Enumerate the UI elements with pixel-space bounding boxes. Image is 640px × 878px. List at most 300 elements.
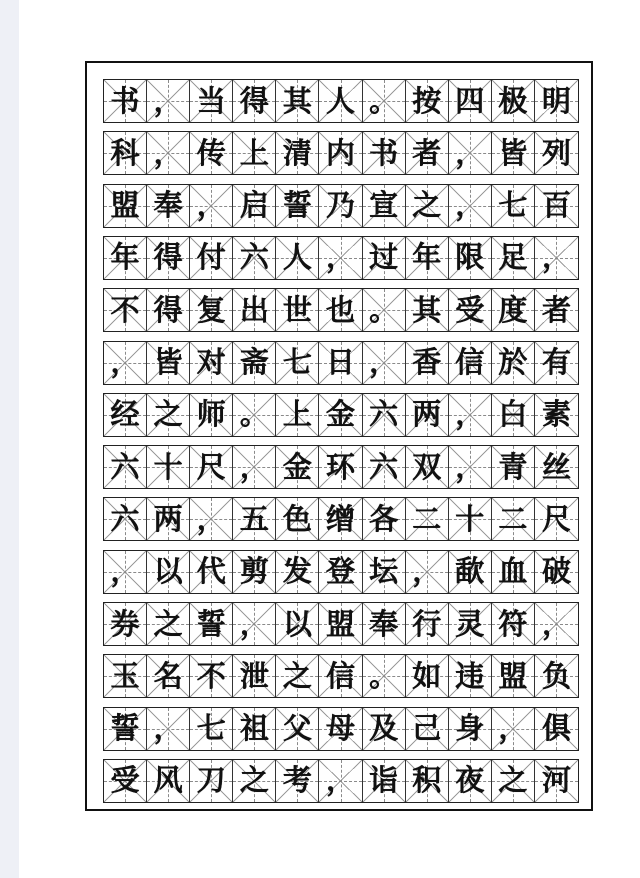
cell-character: 六 [369, 397, 399, 432]
grid-cell [190, 80, 233, 122]
grid-cell [319, 394, 362, 436]
grid-cell [147, 80, 190, 122]
cell-character: 对 [196, 345, 226, 379]
grid-row [103, 654, 579, 698]
grid-cell [233, 760, 276, 802]
grid-cell [319, 708, 362, 750]
cell-character: 河 [541, 763, 571, 798]
cell-character: 风 [153, 763, 183, 798]
cell-character: 其 [412, 292, 442, 327]
grid-cell [492, 760, 535, 802]
cell-character: 度 [498, 292, 528, 327]
grid-cell [406, 603, 449, 645]
grid-cell [449, 289, 492, 331]
grid-cell [190, 394, 233, 436]
grid-cell [535, 603, 578, 645]
grid-cell [276, 498, 319, 540]
cell-character: ， [455, 135, 485, 170]
grid-cell [104, 132, 147, 174]
grid-cell [535, 342, 578, 384]
grid-cell [190, 708, 233, 750]
cell-character: 剪 [239, 554, 269, 589]
grid-cell [492, 446, 535, 488]
grid-cell [492, 603, 535, 645]
cell-character: 乃 [326, 188, 356, 223]
cell-character: 券 [110, 606, 140, 641]
cell-character: ， [541, 606, 571, 641]
grid-cell [535, 394, 578, 436]
grid-cell [147, 237, 190, 279]
cell-character: 己 [412, 711, 442, 746]
cell-character: 父 [282, 711, 312, 746]
grid-cell [190, 603, 233, 645]
cell-character: 。 [239, 397, 269, 432]
grid-cell [190, 655, 233, 697]
cell-character: 二 [412, 501, 442, 536]
cell-character: 母 [326, 711, 356, 746]
grid-row [103, 79, 579, 123]
grid-cell [147, 603, 190, 645]
grid-cell [147, 132, 190, 174]
cell-character: 各 [369, 501, 399, 536]
cell-character: 盟 [110, 188, 140, 223]
grid-row [103, 131, 579, 175]
grid-cell [147, 185, 190, 227]
grid-cell [104, 603, 147, 645]
grid-cell [363, 655, 406, 697]
grid-cell [233, 342, 276, 384]
cell-character: 清 [282, 135, 312, 170]
grid-cell [406, 80, 449, 122]
cell-character: 缯 [326, 501, 356, 536]
cell-character: 付 [196, 240, 226, 275]
cell-character: 之 [498, 763, 528, 798]
cell-character: 代 [196, 554, 226, 589]
cell-character: 两 [153, 501, 183, 536]
cell-character: 受 [455, 292, 485, 327]
grid-row [103, 393, 579, 437]
grid-cell [233, 185, 276, 227]
grid-cell [363, 760, 406, 802]
cell-character: 内 [326, 135, 356, 170]
grid-cell [492, 708, 535, 750]
grid-cell [406, 394, 449, 436]
grid-cell [535, 655, 578, 697]
grid-cell [190, 237, 233, 279]
cell-character: ， [455, 188, 485, 223]
cell-character: 上 [239, 135, 269, 170]
grid-cell [147, 498, 190, 540]
grid-cell [449, 80, 492, 122]
grid-cell [104, 655, 147, 697]
grid-cell [449, 603, 492, 645]
grid-cell [319, 342, 362, 384]
cell-character: 二 [498, 501, 528, 536]
cell-character: 经 [110, 397, 140, 432]
cell-character: 考 [282, 763, 312, 798]
grid-cell [319, 80, 362, 122]
cell-character: 以 [282, 606, 312, 641]
cell-character: 丝 [541, 449, 571, 484]
grid-cell [449, 498, 492, 540]
cell-character: 坛 [369, 554, 399, 589]
cell-character: ， [153, 135, 183, 170]
cell-character: 四 [455, 83, 485, 118]
grid-cell [449, 446, 492, 488]
grid-cell [406, 132, 449, 174]
grid-cell [535, 80, 578, 122]
cell-character: 限 [455, 240, 485, 275]
cell-character: 足 [498, 240, 528, 275]
grid-cell [276, 289, 319, 331]
cell-character: 青 [498, 449, 528, 484]
grid-cell [147, 708, 190, 750]
grid-cell [363, 132, 406, 174]
grid-cell [276, 760, 319, 802]
grid-cell [363, 498, 406, 540]
cell-character: 出 [239, 292, 269, 327]
grid-cell [449, 237, 492, 279]
cell-character: ， [239, 449, 269, 484]
grid-cell [233, 394, 276, 436]
cell-character: 传 [196, 135, 226, 170]
cell-character: 年 [110, 240, 140, 275]
grid-cell [233, 498, 276, 540]
cell-character: 以 [153, 554, 183, 589]
cell-character: 启 [239, 188, 269, 223]
calligraphy-practice-sheet [85, 61, 593, 811]
grid-cell [406, 760, 449, 802]
cell-character: 六 [110, 449, 140, 484]
grid-cell [104, 446, 147, 488]
cell-character: 色 [282, 501, 312, 536]
grid-cell [276, 394, 319, 436]
grid-row [103, 341, 579, 385]
cell-character: ， [541, 240, 571, 275]
grid-cell [233, 80, 276, 122]
grid-cell [449, 132, 492, 174]
cell-character: 得 [153, 240, 183, 275]
grid-cell [276, 185, 319, 227]
grid-cell [406, 237, 449, 279]
cell-character: ， [455, 449, 485, 484]
grid-row [103, 550, 579, 594]
cell-character: 名 [153, 658, 183, 693]
grid-cell [319, 185, 362, 227]
grid-cell [233, 289, 276, 331]
grid-cell [363, 603, 406, 645]
grid-cell [276, 80, 319, 122]
cell-character: 极 [498, 83, 528, 118]
cell-character: 上 [282, 397, 312, 432]
cell-character: 俱 [541, 711, 571, 746]
cell-character: 及 [369, 711, 399, 746]
cell-character: 明 [541, 83, 571, 118]
cell-character: ， [326, 240, 356, 275]
cell-character: 之 [153, 397, 183, 432]
cell-character: ， [110, 345, 140, 379]
cell-character: 歃 [455, 554, 485, 589]
cell-character: 盟 [498, 658, 528, 693]
cell-character: ， [412, 554, 442, 589]
grid-cell [104, 185, 147, 227]
cell-character: 不 [110, 292, 140, 327]
cell-character: ， [196, 188, 226, 223]
grid-cell [147, 760, 190, 802]
grid-cell [535, 289, 578, 331]
cell-character: 六 [110, 501, 140, 536]
cell-character: 白 [498, 397, 528, 432]
cell-character: 负 [541, 658, 571, 693]
grid-cell [319, 498, 362, 540]
cell-character: 泄 [239, 658, 269, 693]
grid-cell [233, 446, 276, 488]
cell-character: 血 [498, 554, 528, 589]
cell-character: 行 [412, 606, 442, 641]
grid-cell [449, 760, 492, 802]
cell-character: 受 [110, 763, 140, 798]
cell-character: 斋 [239, 345, 269, 379]
grid-cell [276, 132, 319, 174]
cell-character: 夜 [455, 763, 485, 798]
grid-cell [276, 342, 319, 384]
grid-cell [147, 551, 190, 593]
grid-cell [233, 655, 276, 697]
grid-cell [492, 80, 535, 122]
grid-cell [147, 446, 190, 488]
cell-character: 其 [282, 83, 312, 118]
grid-cell [233, 132, 276, 174]
cell-character: 七 [196, 711, 226, 746]
cell-character: 尺 [196, 449, 226, 484]
cell-character: 按 [412, 83, 442, 118]
grid-cell [319, 760, 362, 802]
cell-character: ， [239, 606, 269, 641]
grid-cell [104, 289, 147, 331]
grid-cell [535, 185, 578, 227]
grid-cell [104, 708, 147, 750]
cell-character: 五 [239, 501, 269, 536]
grid-cell [535, 498, 578, 540]
cell-character: 人 [282, 240, 312, 275]
grid-cell [319, 551, 362, 593]
grid-cell [535, 760, 578, 802]
grid-cell [190, 551, 233, 593]
cell-character: 者 [412, 135, 442, 170]
cell-character: 世 [282, 292, 312, 327]
cell-character: 符 [498, 606, 528, 641]
cell-character: 过 [369, 240, 399, 275]
cell-character: ， [153, 83, 183, 118]
grid-cell [104, 551, 147, 593]
cell-character: 七 [498, 188, 528, 223]
grid-cell [190, 132, 233, 174]
grid-cell [319, 289, 362, 331]
grid-cell [190, 342, 233, 384]
cell-character: 七 [282, 345, 312, 379]
grid-cell [276, 708, 319, 750]
cell-character: 之 [282, 658, 312, 693]
cell-character: 金 [282, 449, 312, 484]
grid-cell [363, 394, 406, 436]
grid-row [103, 497, 579, 541]
cell-character: 积 [412, 763, 442, 798]
cell-character: 六 [239, 240, 269, 275]
grid-cell [104, 80, 147, 122]
cell-character: 十 [455, 501, 485, 536]
grid-row [103, 602, 579, 646]
grid-cell [233, 708, 276, 750]
grid-cell [233, 603, 276, 645]
grid-cell [319, 237, 362, 279]
grid-cell [535, 132, 578, 174]
cell-character: 玉 [110, 658, 140, 693]
cell-character: ， [369, 345, 399, 379]
cell-character: 誓 [196, 606, 226, 641]
cell-character: 身 [455, 711, 485, 746]
cell-character: 诣 [369, 763, 399, 798]
grid-cell [535, 237, 578, 279]
grid-cell [363, 446, 406, 488]
cell-character: 科 [110, 135, 140, 170]
cell-character: 刀 [196, 763, 226, 798]
grid-cell [363, 708, 406, 750]
cell-character: 信 [326, 658, 356, 693]
cell-character: 复 [196, 292, 226, 327]
grid-cell [104, 394, 147, 436]
grid-cell [492, 498, 535, 540]
grid-cell [406, 289, 449, 331]
grid-cell [319, 655, 362, 697]
cell-character: 不 [196, 658, 226, 693]
cell-character: 列 [541, 135, 571, 170]
grid-cell [276, 603, 319, 645]
grid-cell [449, 394, 492, 436]
grid-cell [406, 551, 449, 593]
cell-character: 金 [326, 397, 356, 432]
grid-cell [319, 446, 362, 488]
grid-row [103, 236, 579, 280]
grid-cell [449, 655, 492, 697]
cell-character: 师 [196, 397, 226, 432]
grid-cell [363, 185, 406, 227]
cell-character: 奉 [369, 606, 399, 641]
grid-cell [492, 342, 535, 384]
cell-character: 。 [369, 292, 399, 327]
grid-cell [233, 551, 276, 593]
cell-character: ， [196, 501, 226, 536]
cell-character: 如 [412, 658, 442, 693]
grid-cell [104, 342, 147, 384]
grid-cell [319, 603, 362, 645]
grid-cell [147, 394, 190, 436]
cell-character: 尺 [541, 501, 571, 536]
cell-character: 发 [282, 554, 312, 589]
grid-cell [147, 289, 190, 331]
cell-character: 得 [153, 292, 183, 327]
cell-character: 祖 [239, 711, 269, 746]
cell-character: 环 [326, 449, 356, 484]
cell-character: 素 [541, 397, 571, 432]
grid-cell [406, 655, 449, 697]
cell-character: 誓 [282, 188, 312, 223]
grid-cell [363, 237, 406, 279]
cell-character: 皆 [498, 135, 528, 170]
cell-character: 灵 [455, 606, 485, 641]
grid-cell [406, 708, 449, 750]
cell-character: 信 [455, 345, 485, 379]
cell-character: 登 [326, 554, 356, 589]
left-margin-strip [0, 0, 19, 878]
cell-character: 也 [326, 292, 356, 327]
grid-row [103, 184, 579, 228]
grid-cell [363, 551, 406, 593]
cell-character: 有 [541, 345, 571, 379]
grid-cell [535, 551, 578, 593]
grid-cell [190, 185, 233, 227]
grid-cell [363, 289, 406, 331]
grid-row [103, 707, 579, 751]
cell-character: 於 [498, 345, 528, 379]
grid-cell [406, 185, 449, 227]
grid-cell [449, 708, 492, 750]
grid-cell [363, 80, 406, 122]
cell-character: 之 [153, 606, 183, 641]
grid-cell [276, 655, 319, 697]
cell-character: 破 [541, 554, 571, 589]
cell-character: ， [153, 711, 183, 746]
cell-character: 。 [369, 83, 399, 118]
grid-cell [449, 551, 492, 593]
cell-character: 双 [412, 449, 442, 484]
grid-cell [406, 342, 449, 384]
cell-character: 盟 [326, 606, 356, 641]
cell-character: 年 [412, 240, 442, 275]
grid-row [103, 288, 579, 332]
grid-cell [276, 446, 319, 488]
cell-character: ， [498, 711, 528, 746]
cell-character: 之 [239, 763, 269, 798]
cell-character: ， [455, 397, 485, 432]
cell-character: 六 [369, 449, 399, 484]
grid-cell [492, 185, 535, 227]
grid-cell [449, 185, 492, 227]
grid-cell [492, 655, 535, 697]
grid-cell [492, 132, 535, 174]
grid-cell [449, 342, 492, 384]
cell-character: 得 [239, 83, 269, 118]
cell-character: 百 [541, 188, 571, 223]
cell-character: 违 [455, 658, 485, 693]
cell-character: 者 [541, 292, 571, 327]
grid-cell [147, 342, 190, 384]
grid-cell [147, 655, 190, 697]
grid-row [103, 445, 579, 489]
cell-character: 人 [326, 83, 356, 118]
cell-character: 两 [412, 397, 442, 432]
grid-cell [492, 394, 535, 436]
cell-character: 书 [110, 83, 140, 118]
grid-cell [535, 708, 578, 750]
cell-character: 书 [369, 135, 399, 170]
grid-cell [104, 498, 147, 540]
grid-row [103, 759, 579, 803]
cell-character: 日 [326, 345, 356, 379]
cell-character: 香 [412, 345, 442, 379]
grid-cell [276, 237, 319, 279]
grid-cell [104, 237, 147, 279]
grid-cell [406, 446, 449, 488]
